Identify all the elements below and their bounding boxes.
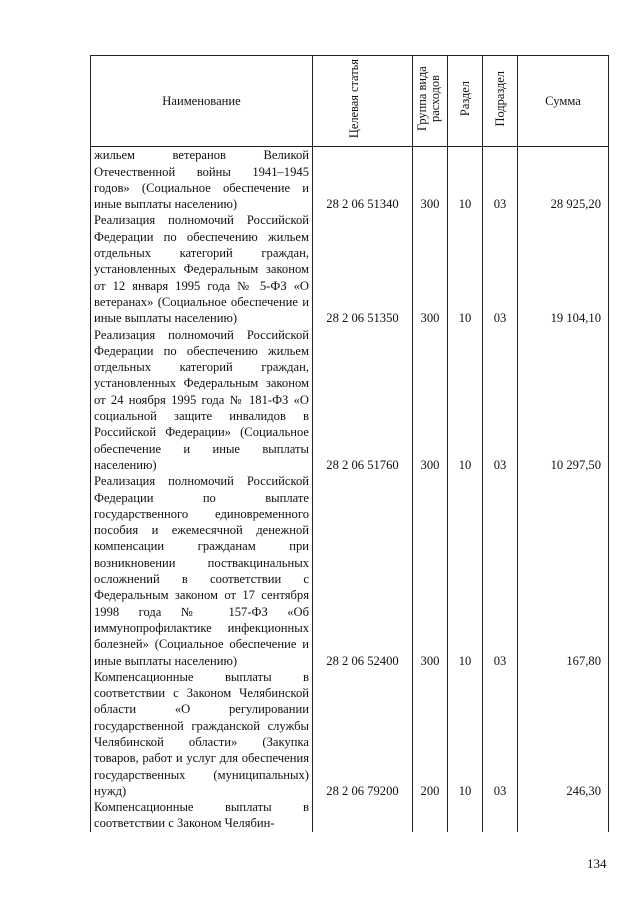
row-name: Компенсационные выплаты в соответствии с Законом Челябин-	[91, 799, 313, 832]
budget-table	[90, 55, 609, 832]
row-group: 300	[413, 212, 448, 326]
row-name: Реализация полномочий Российской Федерации по обеспечению жильем отдельных категорий граждан, установленных Федеральным законом от 12 января 1995 года № 5-ФЗ «О ветеранах» (Социальное обеспечение и иные выплаты населению)	[91, 212, 313, 326]
row-sum: 246,30	[518, 669, 609, 799]
row-section	[448, 799, 483, 832]
row-group: 200	[413, 669, 448, 799]
row-group	[413, 799, 448, 832]
row-sum	[518, 799, 609, 832]
row-sum: 167,80	[518, 473, 609, 669]
row-subsection: 03	[483, 473, 518, 669]
table-row	[91, 473, 609, 669]
table-row	[91, 669, 609, 799]
row-group: 300	[413, 473, 448, 669]
page-number: 134	[587, 856, 607, 871]
row-sum: 28 925,20	[518, 147, 609, 213]
row-code: 28 2 06 51760	[313, 327, 413, 474]
table-row	[91, 147, 609, 213]
row-section: 10	[448, 473, 483, 669]
header-sum: Сумма	[518, 56, 609, 147]
row-section: 10	[448, 212, 483, 326]
row-name: Реализация полномочий Российской Федерации по выплате государственного единовременного пособия и ежемесячной денежной компенсации гражданам при возникновении поствакцинальных осложнений в соответствии с Федеральным законом от 17 сентября 1998 года № 157-ФЗ «Об иммунопрофилактике инфекционных болезней» (Социальное обеспечение и иные выплаты населению)	[91, 473, 313, 669]
row-section: 10	[448, 669, 483, 799]
table-row	[91, 327, 609, 474]
row-name: жильем ветеранов Великой Отечественной войны 1941–1945 годов» (Социальное обеспечение и иные выплаты населению)	[91, 147, 313, 213]
row-subsection: 03	[483, 147, 518, 213]
row-section: 10	[448, 327, 483, 474]
row-group: 300	[413, 147, 448, 213]
row-subsection	[483, 799, 518, 832]
row-sum: 19 104,10	[518, 212, 609, 326]
row-code: 28 2 06 52400	[313, 473, 413, 669]
row-section: 10	[448, 147, 483, 213]
row-name: Компенсационные выплаты в соответствии с Законом Челябинской области «О регулировании государственной гражданской службы Челябинской области» (Закупка товаров, работ и услуг для обеспечения государственных (муниципальных) нужд)	[91, 669, 313, 799]
row-sum: 10 297,50	[518, 327, 609, 474]
row-group: 300	[413, 327, 448, 474]
header-name: Наименование	[91, 56, 313, 147]
row-code: 28 2 06 51340	[313, 147, 413, 213]
row-subsection: 03	[483, 669, 518, 799]
row-code: 28 2 06 51350	[313, 212, 413, 326]
header-row	[91, 56, 609, 147]
table-row	[91, 799, 609, 832]
row-subsection: 03	[483, 327, 518, 474]
header-subsection: Подраздел	[483, 56, 518, 147]
header-section: Раздел	[448, 56, 483, 147]
header-group: Группа вида расходов	[413, 56, 448, 147]
row-code: 28 2 06 79200	[313, 669, 413, 799]
row-subsection: 03	[483, 212, 518, 326]
header-code: Целевая статья	[313, 56, 413, 147]
row-code	[313, 799, 413, 832]
table-row	[91, 212, 609, 326]
row-name: Реализация полномочий Российской Федерации по обеспечению жильем отдельных категорий граждан, установленных Федеральным законом от 24 ноября 1995 года № 181-ФЗ «О социальной защите инвалидов в Российской Федерации» (Социальное обеспечение и иные выплаты населению)	[91, 327, 313, 474]
